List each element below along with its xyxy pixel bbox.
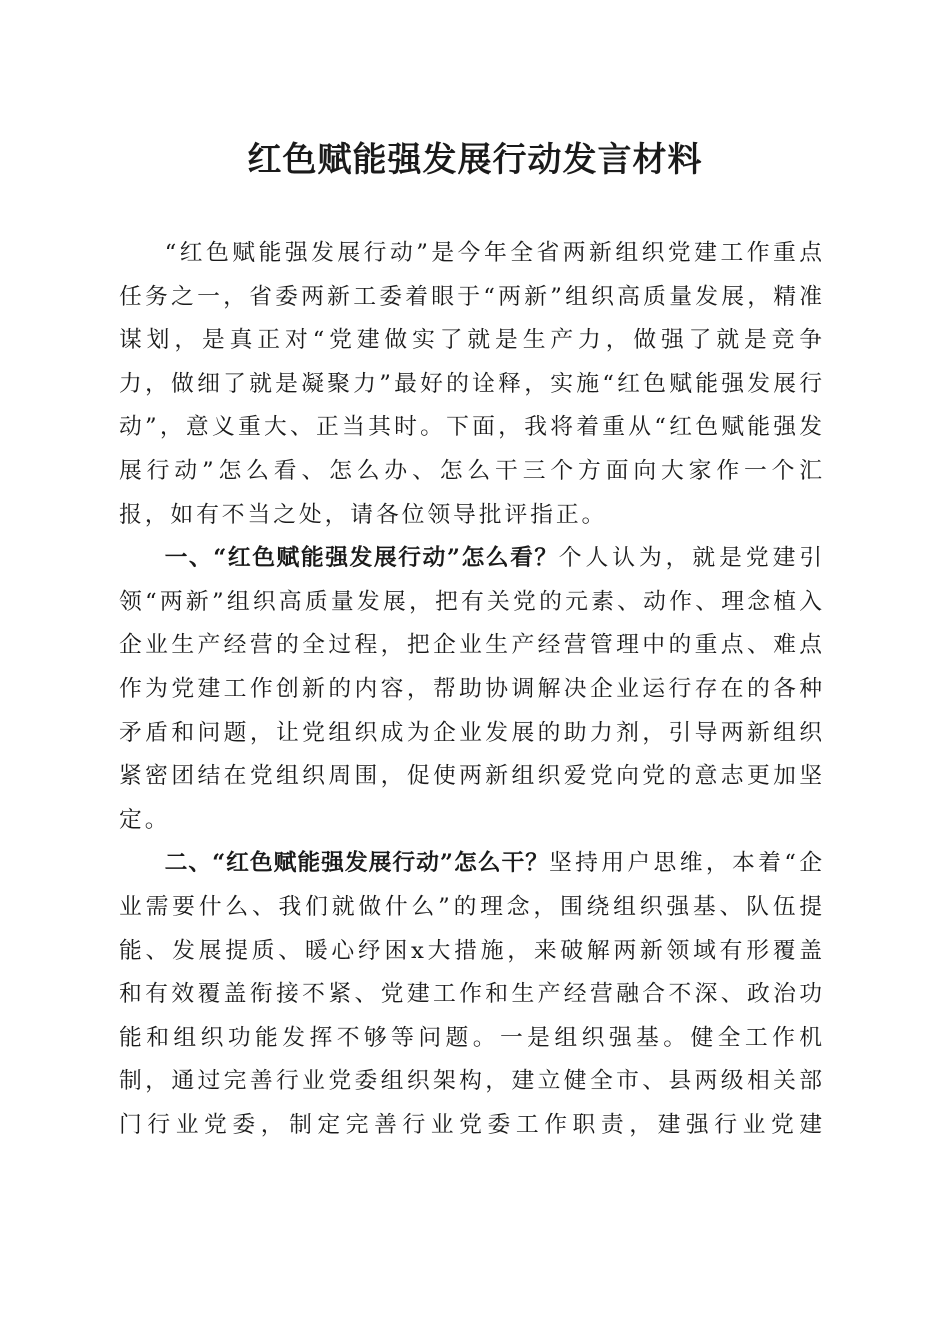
paragraph-lead: 一、“红色赋能强发展行动”怎么看？ xyxy=(164,545,559,572)
document-body xyxy=(119,232,825,1147)
paragraph-text: “红色赋能强发展行动”是今年全省两新组织党建工作重点任务之一，省委两新工委着眼于“两新”组织高质量发展，精准谋划，是真正对“党建做实了就是生产力，做强了就是竞争力，做细了就是凝聚力”最好的诠释，实施“红色赋能强发展行动”，意义重大、正当其时。下面，我将着重从“红色赋能强发展行动”怎么看、怎么办、怎么干三个方面向大家作一个汇报，如有不当之处，请各位领导批评指正。 xyxy=(119,240,825,528)
paragraph-lead: 二、“红色赋能强发展行动”怎么干？ xyxy=(164,850,549,877)
document-title: 红色赋能强发展行动发言材料 xyxy=(247,140,703,180)
paragraph-section-one xyxy=(119,537,825,842)
paragraph-text: 坚持用户思维，本着“企业需要什么、我们就做什么”的理念，围绕组织强基、队伍提能、发展提质、暖心纾困x大措施，来破解两新领域有形覆盖和有效覆盖衔接不紧、党建工作和生产经营融合不深、政治功能和组织功能发挥不够等问题。一是组织强基。健全工作机制，通过完善行业党委组织架构，建立健全市、县两级相关部门行业党委，制定完善行业党委工作职责，建强行业党建 xyxy=(119,850,825,1138)
paragraph-text: 个人认为，就是党建引领“两新”组织高质量发展，把有关党的元素、动作、理念植入企业生产经营的全过程，把企业生产经营管理中的重点、难点作为党建工作创新的内容，帮助协调解决企业运行存在的各种矛盾和问题，让党组织成为企业发展的助力剂，引导两新组织紧密团结在党组织周围，促使两新组织爱党向党的意志更加坚定。 xyxy=(119,545,825,833)
paragraph-section-two xyxy=(119,842,825,1147)
paragraph-intro xyxy=(119,232,825,537)
